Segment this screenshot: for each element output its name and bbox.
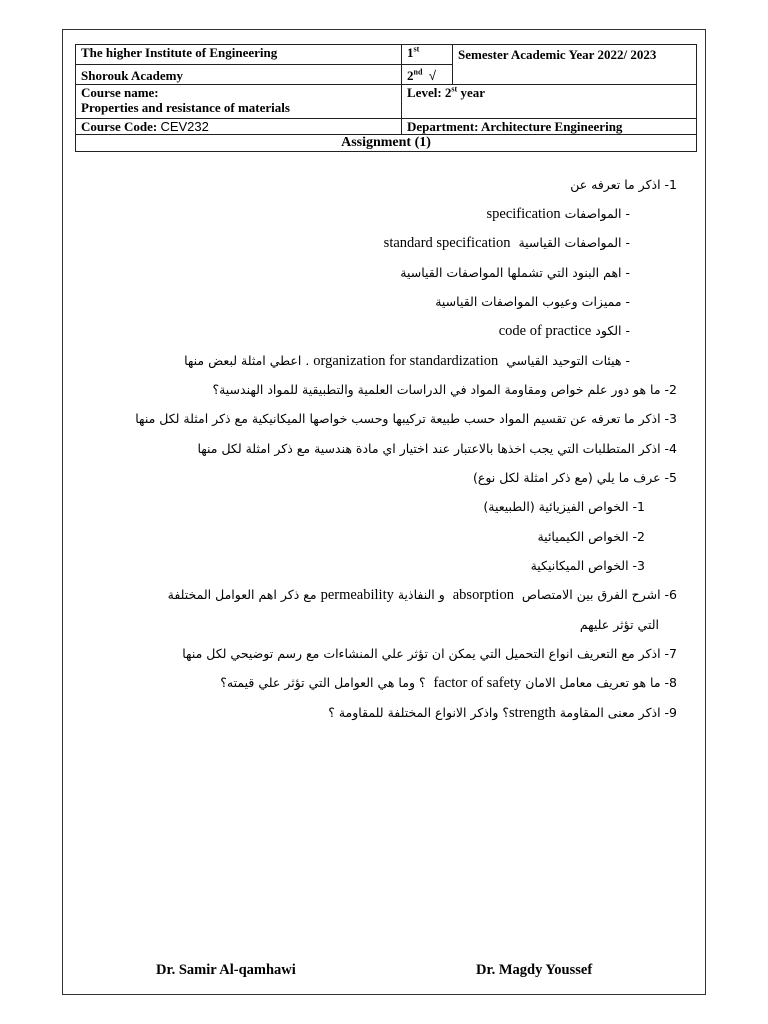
signature-right: Dr. Magdy Youssef bbox=[476, 962, 593, 978]
semester-first: 1st bbox=[402, 45, 453, 65]
semester-second: 2nd √ bbox=[402, 65, 453, 85]
level: Level: 2st year bbox=[402, 85, 697, 119]
academy-name: Shorouk Academy bbox=[76, 65, 402, 85]
sub-item: - هيئات التوحيد القياسي organization for standardization . اعطي امثلة لبعض منها bbox=[184, 353, 630, 369]
sub-item: 3- الخواص الميكانيكية bbox=[530, 558, 645, 573]
semester-year: Semester Academic Year 2022/ 2023 bbox=[453, 45, 697, 85]
header-table bbox=[75, 44, 697, 152]
sub-item: 2- الخواص الكيميائية bbox=[537, 529, 645, 544]
question-8: 8- ما هو تعريف معامل الامان factor of safety ؟ وما هي العوامل التي تؤثر علي قيمته؟ bbox=[220, 675, 677, 691]
sub-item: - مميزات وعيوب المواصفات القياسية bbox=[435, 294, 630, 309]
sub-item: - المواصفات القياسية standard specification bbox=[383, 235, 630, 251]
institute-name: The higher Institute of Engineering bbox=[76, 45, 402, 65]
question-6: 6- اشرح الفرق بين الامتصاص absorption و النفاذية permeability مع ذكر اهم العوامل المختلفة bbox=[167, 587, 677, 603]
department: Department: Architecture Engineering bbox=[402, 119, 697, 135]
sub-item: 1- الخواص الفيزيائية (الطبيعية) bbox=[483, 499, 645, 514]
question-4: 4- اذكر المتطلبات التي يجب اخذها بالاعتبار عند اختيار اي مادة هندسية مع ذكر امثلة لكل منها bbox=[197, 441, 677, 456]
assignment-title: Assignment (1) bbox=[76, 135, 697, 152]
course-name-cell bbox=[76, 85, 402, 119]
check-mark: √ bbox=[428, 68, 437, 83]
sub-item: - المواصفات specification bbox=[486, 206, 630, 222]
question-6-continued: التي تؤثر عليهم bbox=[579, 617, 659, 632]
document-page bbox=[62, 29, 706, 995]
question-1: 1- اذكر ما تعرفه عن bbox=[570, 177, 677, 192]
question-3: 3- اذكر ما تعرفه عن تقسيم المواد حسب طبيعة تركيبها وحسب خواصها الميكانيكية مع ذكر امثلة لكل منها bbox=[135, 411, 677, 426]
sub-item: - الكود code of practice bbox=[498, 323, 630, 339]
question-5: 5- عرف ما يلي (مع ذكر امثلة لكل نوع) bbox=[473, 470, 677, 485]
signature-left: Dr. Samir Al-qamhawi bbox=[156, 962, 296, 978]
course-name-label: Course name: bbox=[81, 85, 159, 100]
question-2: 2- ما هو دور علم خواص ومقاومة المواد في الدراسات العلمية والتطبيقية للمواد الهندسية؟ bbox=[212, 382, 677, 397]
course-code: Course Code: CEV232 bbox=[76, 119, 402, 135]
course-name: Properties and resistance of materials bbox=[81, 100, 290, 115]
question-9: 9- اذكر معنى المقاومة strength؟ واذكر الانواع المختلفة للمقاومة ؟ bbox=[328, 705, 677, 721]
sub-item: - اهم البنود التي تشملها المواصفات القياسية bbox=[400, 265, 630, 280]
question-7: 7- اذكر مع التعريف انواع التحميل التي يمكن ان تؤثر علي المنشاءات مع رسم توضيحي لكل منها bbox=[182, 646, 677, 661]
